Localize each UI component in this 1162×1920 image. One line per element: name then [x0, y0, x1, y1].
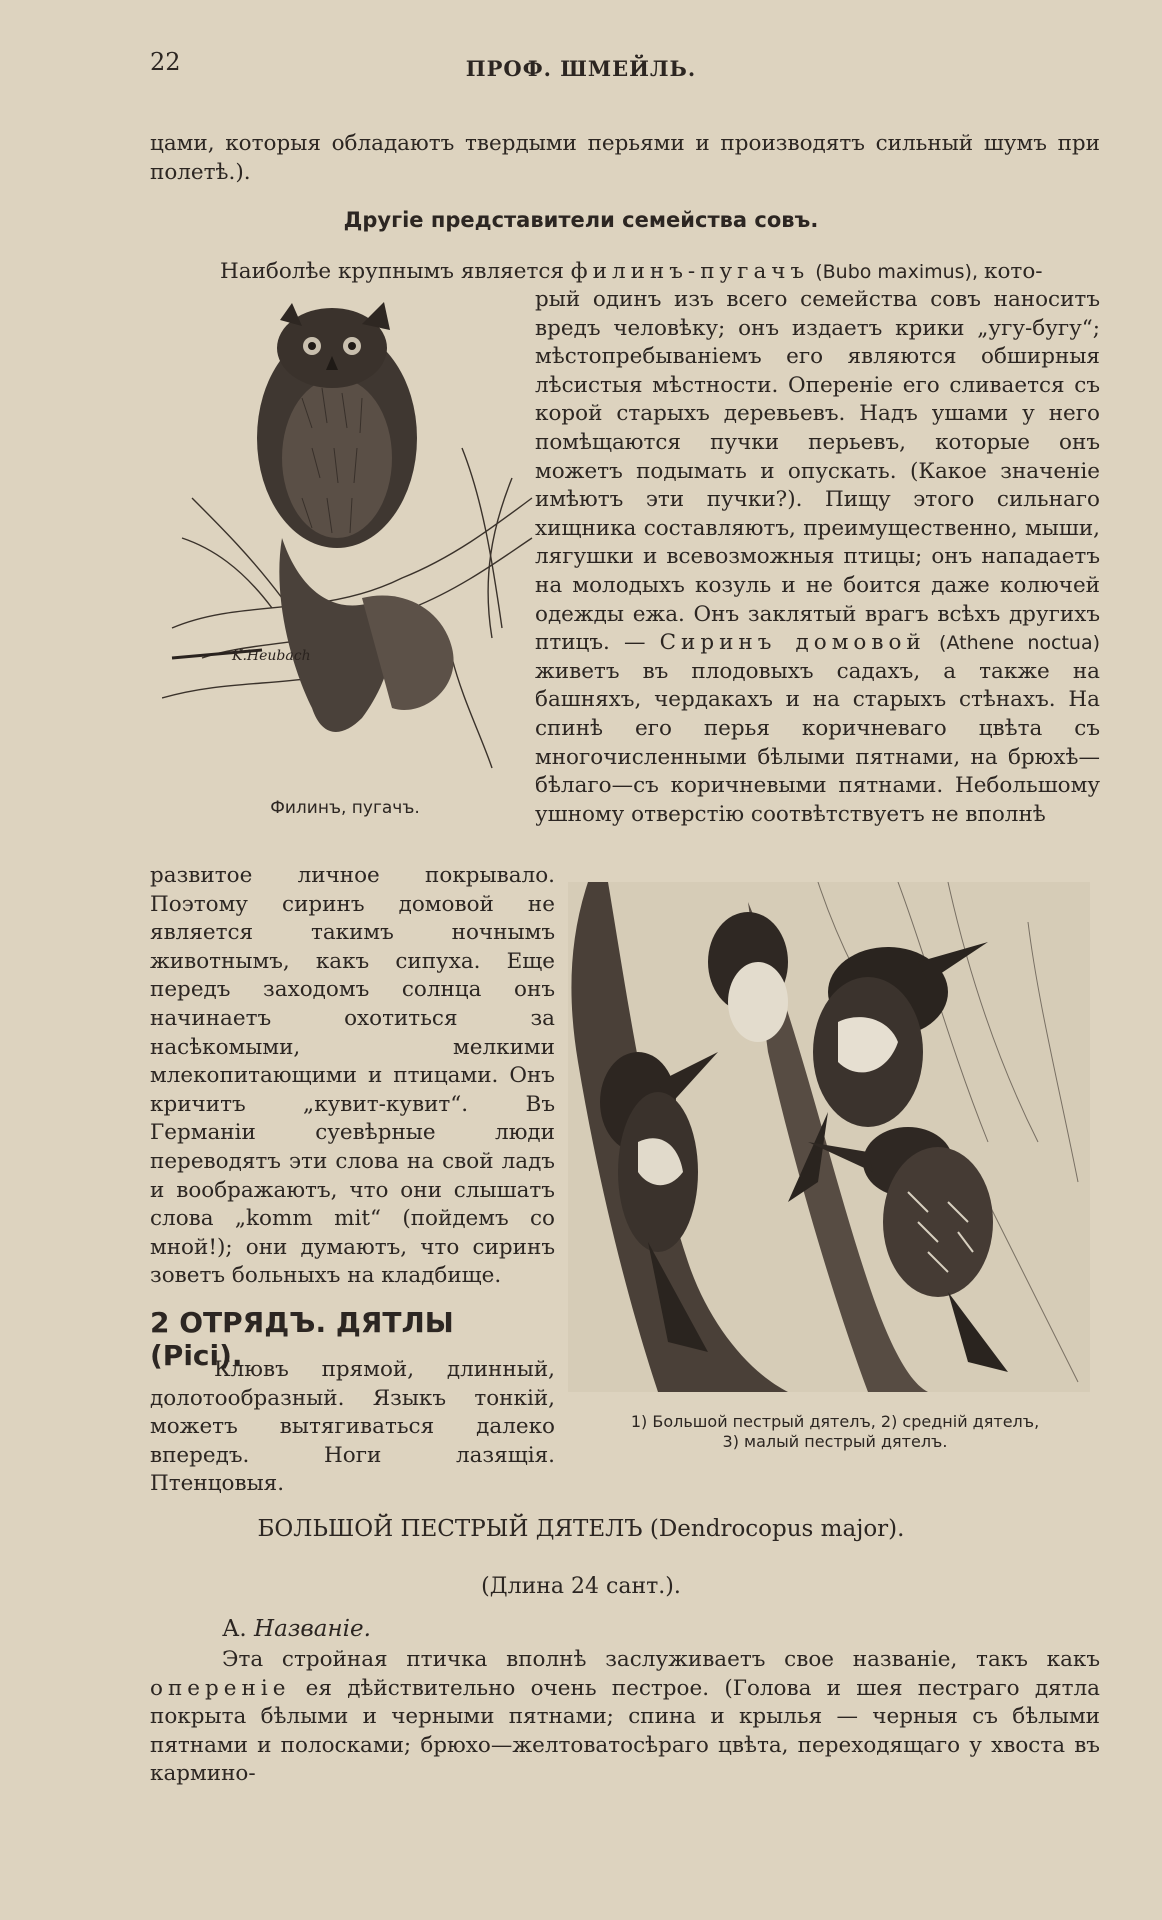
name-paragraph	[150, 1646, 1100, 1789]
intro-tail: кото-	[984, 259, 1043, 284]
subsection-label: А.	[222, 1616, 255, 1642]
owl-caption: Филинъ, пугачъ.	[270, 798, 420, 818]
owl-paragraph-left: развитое личное покрывало. Поэтому сиринъ домовой не является такимъ ночнымъ животнымъ, какъ сипуха. Еще передъ заходомъ солнца онъ начинаетъ охотиться за насѣкомыми, мелкими млекопитающими и птицами. Онъ кричитъ „кувит-кувит“. Въ Германіи суевѣрные люди переводятъ эти слова на свой ладъ и воображаютъ, что они слышатъ слова „komm mit“ (пойдемъ со мной!); они думаютъ, что сиринъ зоветъ больныхъ на кладбище.	[150, 863, 555, 1289]
name-spaced: опереніе	[150, 1675, 291, 1701]
caption-line-1: 1) Большой пестрый дятелъ, 2) среднiй дятелъ,	[630, 1412, 1040, 1431]
subsection-heading	[222, 1616, 371, 1642]
name-text-a: Эта стройная птичка вполнѣ заслуживаетъ свое названіе, такъ какъ	[222, 1647, 1100, 1672]
intro-text: Наиболѣе крупнымъ является	[220, 259, 571, 284]
eagle-owl-illustration	[162, 298, 542, 790]
eagle-owl-latin: (Bubo maximus),	[809, 261, 985, 283]
owl-text: рый одинъ изъ всего семейства совъ наноситъ вредъ человѣку; онъ издаетъ крики „угу-бугу“; мѣстопребываніемъ его являются обширныя лѣсистыя мѣстности. Опереніе его сливается съ корой старыхъ деревьевъ. Надъ ушами у него помѣщаются пучки перьевъ, которые онъ можетъ подымать и опускать. (Какое значеніе имѣютъ эти пучки?). Пищу этого сильнаго хищника составляютъ, преимущественно, мыши, лягушки и всевозможныя птицы; онъ нападаетъ на молодыхъ козуль и не боится даже колючей одежды ежа. Онъ заклятый врагъ всѣхъ другихъ птицъ. —	[535, 287, 1100, 656]
owl-paragraph-right	[535, 286, 1100, 829]
species-length: (Длина 24 сант.).	[481, 1574, 681, 1599]
continuation-paragraph: цами, которыя обладаютъ твердыми перьями и производятъ сильный шумъ при полетѣ.).	[150, 131, 1100, 185]
owl-intro-line	[220, 258, 1100, 287]
species-title: БОЛЬШОЙ ПЕСТРЫЙ ДЯТЕЛЪ (Dendrocopus major).	[257, 1516, 905, 1542]
owl-text-2: живетъ въ плодовыхъ садахъ, а также на башняхъ, чердакахъ и на старыхъ стѣнахъ. На спинѣ его перья коричневаго цвѣта съ многочисленными бѣлыми пятнами, на брюхѣ—бѣлаго—съ коричневыми пятнами. Небольшому ушному отверстію соотвѣтствуетъ не вполнѣ	[535, 658, 1100, 827]
eagle-owl-name: филинъ-пугачъ	[570, 259, 810, 284]
little-owl-name: Сиринъ домовой	[659, 630, 926, 656]
running-head: ПРОФ. ШМЕЙЛЬ.	[465, 56, 697, 81]
little-owl-latin: (Athene noctua)	[925, 632, 1100, 655]
section-heading: Другіе представители семейства совъ.	[343, 208, 819, 232]
page-number: 22	[150, 48, 181, 76]
order-heading: 2 ОТРЯДЪ. ДЯТЛЫ (Pici).	[150, 1306, 454, 1372]
woodpeckers-caption	[575, 1412, 1095, 1452]
order-description: Клювъ прямой, длинный, долотообразный. Языкъ тонкій, можетъ вытягиваться далеко впередъ. Ноги лазящія. Птенцовыя.	[150, 1357, 555, 1497]
woodpeckers-illustration	[568, 882, 1090, 1392]
illustrator-signature: K.Heubach	[232, 648, 311, 664]
caption-line-2: 3) малый пестрый дятелъ.	[722, 1432, 948, 1451]
name-text-b: ея дѣйствительно очень пестрое. (Голова и шея пестраго дятла покрыта бѣлыми и черными пятнами; спина и крылья — черныя съ бѣлыми пятнами и полосками; брюхо—желтоватосѣраго цвѣта, переходящаго у хвоста въ кармино-	[150, 1675, 1100, 1787]
subsection-title: Названіе.	[254, 1616, 371, 1642]
